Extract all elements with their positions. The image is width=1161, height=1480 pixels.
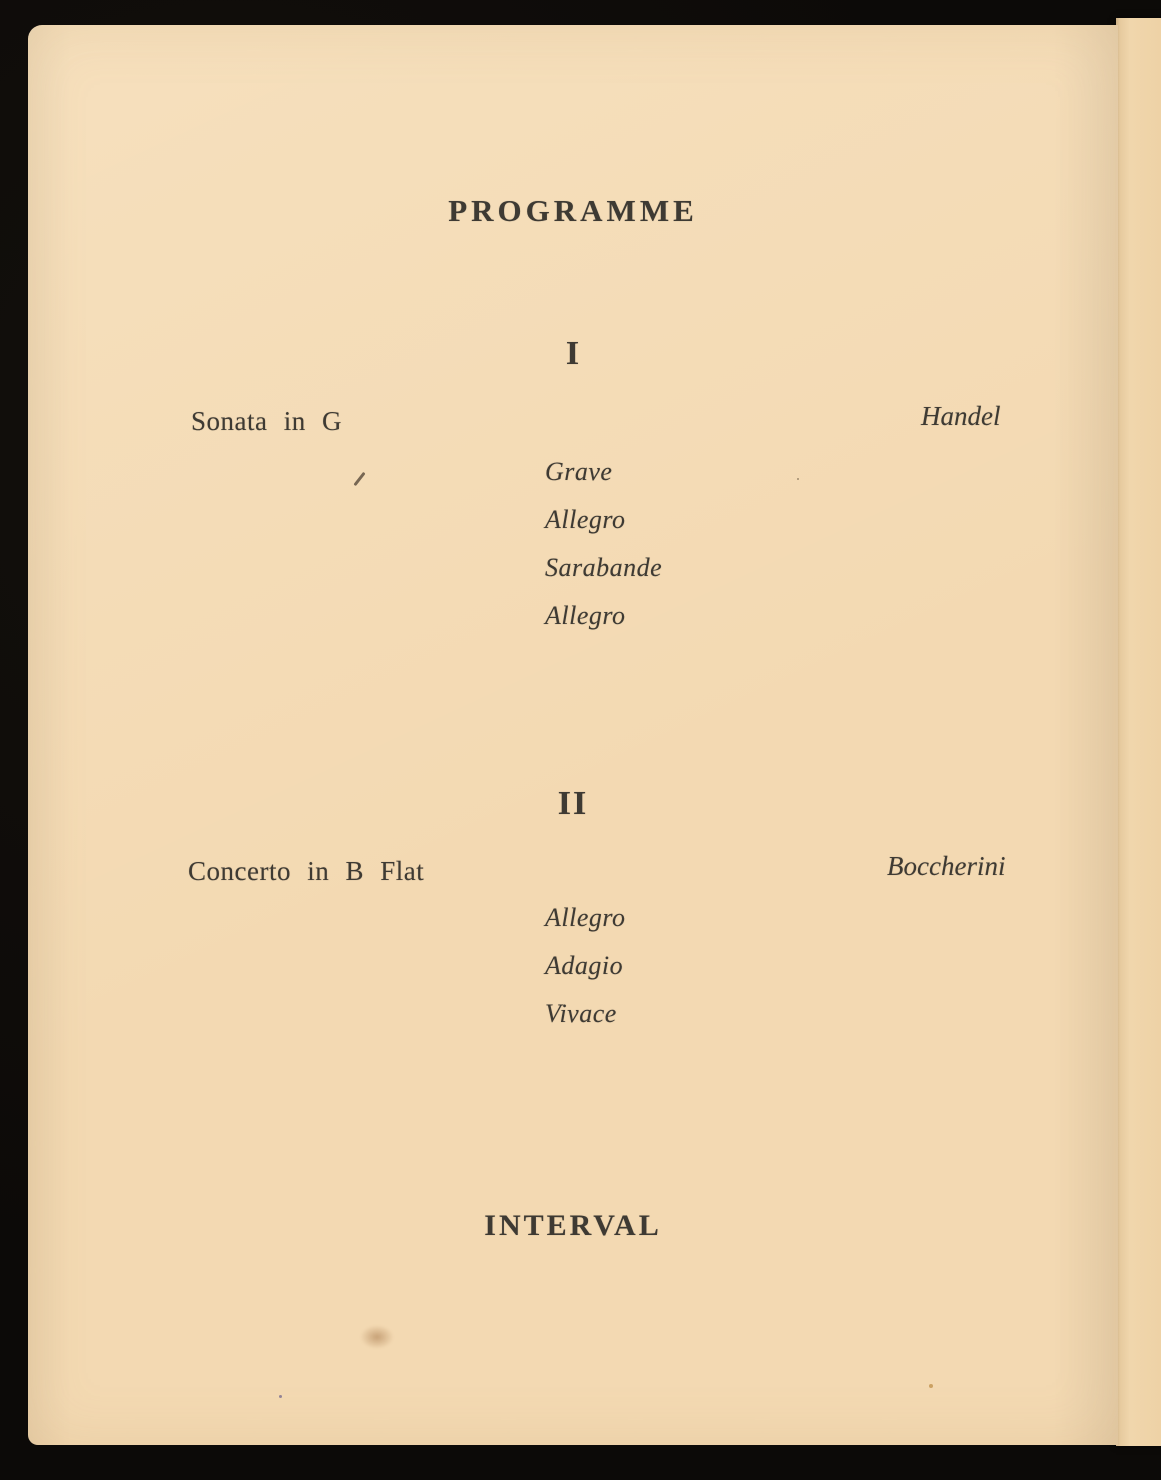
movement-label: Vivace [545, 999, 617, 1028]
page-fold-edge [1116, 18, 1161, 1446]
paper-speck [797, 478, 799, 480]
interval-label: INTERVAL [484, 1209, 662, 1242]
movement-label: Allegro [545, 601, 626, 630]
composer-name-1: Handel [921, 401, 1001, 431]
paper-speck [929, 1384, 933, 1388]
programme-page [28, 25, 1118, 1445]
page-title: PROGRAMME [448, 193, 698, 228]
piece-title-1: Sonata in G [191, 406, 342, 436]
section-numeral-1: I [565, 335, 581, 372]
pen-mark [353, 472, 365, 486]
movement-label: Allegro [545, 505, 626, 534]
paper-stain [360, 1325, 394, 1349]
movement-label: Sarabande [545, 553, 663, 582]
composer-name-2: Boccherini [887, 851, 1006, 881]
piece-title-2: Concerto in B Flat [188, 856, 425, 886]
movement-label: Grave [545, 457, 613, 486]
movement-label: Adagio [545, 951, 624, 980]
movement-label: Allegro [545, 903, 626, 932]
section-numeral-2: II [557, 785, 589, 822]
paper-speck [279, 1395, 282, 1398]
